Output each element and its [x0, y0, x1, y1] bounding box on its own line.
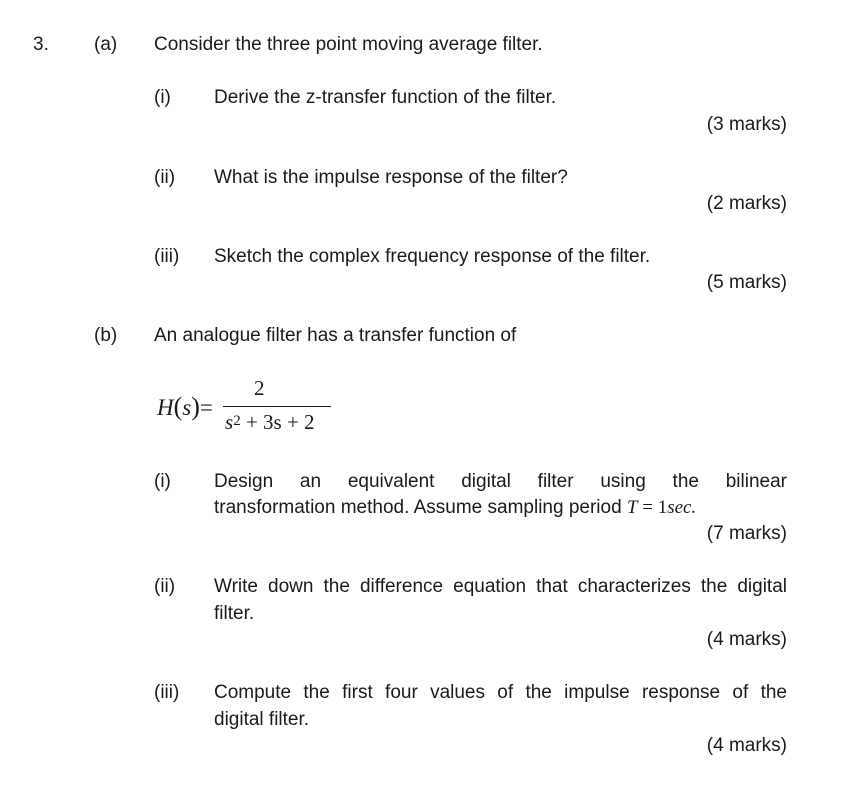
part-a-ii-marks: (2 marks)	[706, 193, 787, 214]
part-b-label: (b)	[94, 325, 118, 346]
fraction-bar	[223, 406, 331, 407]
part-b-i-label: (i)	[154, 471, 171, 492]
part-a-label: (a)	[94, 34, 118, 55]
part-a-i-marks: (3 marks)	[706, 114, 787, 135]
equation-lhs: H(s)=	[157, 392, 213, 421]
part-a-ii-label: (ii)	[154, 167, 176, 188]
part-a-i-label: (i)	[154, 87, 171, 108]
part-a-i-text: Derive the z-transfer function of the filter.	[214, 87, 557, 108]
part-a-ii-text: What is the impulse response of the filter?	[214, 167, 568, 188]
part-b-iii-marks: (4 marks)	[706, 735, 787, 756]
part-b-iii-line1: Compute the first four values of the impulse response of the	[214, 682, 787, 703]
part-b-ii-line1: Write down the difference equation that characterizes the digital	[214, 576, 787, 597]
part-b-iii-line2: digital filter.	[214, 709, 310, 730]
equation-function-name: H	[157, 395, 174, 420]
sampling-period-value: = 1	[637, 497, 668, 518]
denominator-exponent: 2	[233, 413, 241, 429]
part-a-iii-marks: (5 marks)	[706, 272, 787, 293]
part-b-ii-line2: filter.	[214, 603, 255, 624]
part-a-iii-text: Sketch the complex frequency response of the filter.	[214, 246, 651, 267]
denominator-base: s	[225, 410, 234, 434]
sampling-period-symbol: T	[626, 497, 638, 518]
equation-equals: =	[199, 395, 213, 420]
part-b-iii-label: (iii)	[154, 682, 180, 703]
part-a-intro: Consider the three point moving average filter.	[154, 34, 543, 55]
part-b-i-line2	[214, 497, 696, 519]
part-b-i-marks: (7 marks)	[706, 523, 787, 544]
part-b-ii-label: (ii)	[154, 576, 176, 597]
equation-variable: s	[182, 395, 192, 420]
transfer-function-equation	[157, 378, 357, 448]
denominator-rest: + 3s + 2	[240, 410, 315, 434]
part-a-iii-label: (iii)	[154, 246, 180, 267]
part-b-ii-marks: (4 marks)	[706, 629, 787, 650]
equation-numerator: 2	[254, 376, 265, 400]
part-b-intro: An analogue filter has a transfer function of	[154, 325, 517, 346]
part-b-i-line1: Design an equivalent digital filter using the bilinear	[214, 471, 787, 492]
sampling-period-unit: sec.	[667, 497, 697, 518]
equation-denominator	[225, 410, 315, 435]
part-b-i-line2-text: transformation method. Assume sampling period	[214, 497, 627, 518]
question-number: 3.	[33, 34, 49, 55]
